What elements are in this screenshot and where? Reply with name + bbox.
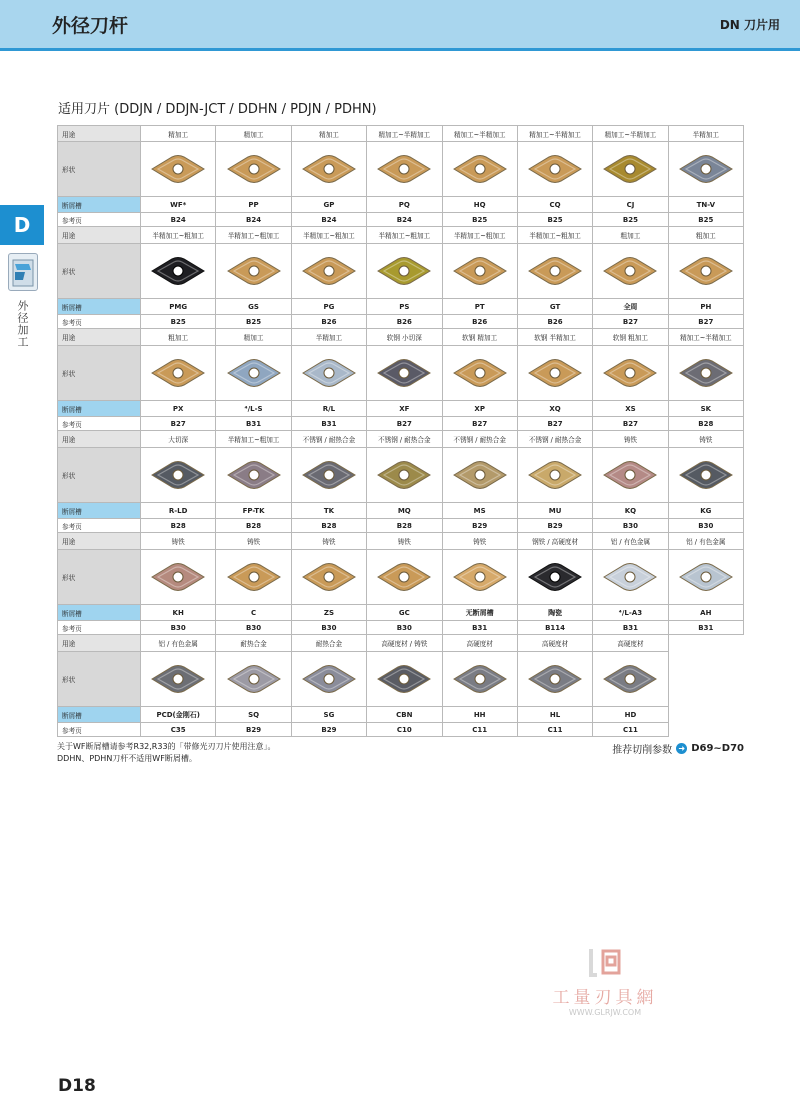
catalog-block bbox=[57, 329, 744, 431]
insert-use: 精加工~半精加工 bbox=[443, 125, 518, 142]
insert-image bbox=[216, 448, 291, 503]
row-label-shape: 形状 bbox=[57, 244, 141, 299]
insert-image bbox=[669, 142, 744, 197]
row-label-page: 参考页 bbox=[57, 315, 141, 329]
chipbreaker-code: GP bbox=[292, 197, 367, 213]
row-label-use: 用途 bbox=[57, 635, 141, 652]
reference-page: B28 bbox=[216, 519, 291, 533]
reference-page: B28 bbox=[292, 519, 367, 533]
reference-page: B114 bbox=[518, 621, 593, 635]
insert-use: 精加工~半精加工 bbox=[593, 125, 668, 142]
insert-use: 半精加工 bbox=[292, 329, 367, 346]
insert-use: 精加工~半精加工 bbox=[669, 329, 744, 346]
insert-shape-icon bbox=[676, 458, 736, 492]
insert-use: 精加工 bbox=[141, 125, 216, 142]
insert-shape-icon bbox=[525, 560, 585, 594]
insert-use: 铸铁 bbox=[292, 533, 367, 550]
insert-shape-icon bbox=[148, 560, 208, 594]
reference-page: B30 bbox=[593, 519, 668, 533]
reference-page: B30 bbox=[216, 621, 291, 635]
insert-image bbox=[141, 448, 216, 503]
insert-shape-icon bbox=[148, 254, 208, 288]
chipbreaker-code: SG bbox=[292, 707, 367, 723]
insert-use: 软钢 精加工 bbox=[443, 329, 518, 346]
insert-use: 铸铁 bbox=[669, 431, 744, 448]
row-label-use: 用途 bbox=[57, 227, 141, 244]
reference-page: B30 bbox=[141, 621, 216, 635]
reference-page: B31 bbox=[669, 621, 744, 635]
insert-shape-icon bbox=[299, 254, 359, 288]
chipbreaker-code: PH bbox=[669, 299, 744, 315]
insert-image bbox=[669, 346, 744, 401]
page-title: 外径刀杆 bbox=[52, 15, 129, 37]
reference-page: B26 bbox=[443, 315, 518, 329]
reference-page: B27 bbox=[141, 417, 216, 431]
row-label-chip: 断屑槽 bbox=[57, 707, 141, 723]
empty-cell bbox=[669, 652, 744, 707]
chipbreaker-code: XS bbox=[593, 401, 668, 417]
chipbreaker-code: WF* bbox=[141, 197, 216, 213]
turning-tool-icon bbox=[8, 253, 38, 291]
insert-image bbox=[216, 142, 291, 197]
insert-shape-icon bbox=[600, 458, 660, 492]
empty-cell bbox=[669, 723, 744, 737]
insert-shape-icon bbox=[374, 152, 434, 186]
insert-shape-icon bbox=[148, 356, 208, 390]
section-tab: D bbox=[0, 205, 44, 245]
insert-image bbox=[292, 346, 367, 401]
chipbreaker-code: CQ bbox=[518, 197, 593, 213]
insert-image bbox=[593, 448, 668, 503]
insert-image bbox=[141, 652, 216, 707]
insert-use: 精加工 bbox=[216, 125, 291, 142]
row-label-chip: 断屑槽 bbox=[57, 197, 141, 213]
reference-page: B31 bbox=[593, 621, 668, 635]
page-header bbox=[0, 0, 800, 48]
chipbreaker-code: GS bbox=[216, 299, 291, 315]
insert-use: 铸铁 bbox=[593, 431, 668, 448]
note-wf-chipbreaker: 关于WF断屑槽请参考R32,R33的「带修光刃刀片使用注意」。 bbox=[57, 742, 276, 751]
chipbreaker-code: PG bbox=[292, 299, 367, 315]
catalog-block bbox=[57, 431, 744, 533]
reference-page: B24 bbox=[216, 213, 291, 227]
insert-image bbox=[443, 346, 518, 401]
chipbreaker-code: HL bbox=[518, 707, 593, 723]
insert-shape-icon bbox=[374, 458, 434, 492]
insert-use: 半精加工~粗加工 bbox=[443, 227, 518, 244]
insert-use: 高硬度材 bbox=[593, 635, 668, 652]
insert-use: 铸铁 bbox=[216, 533, 291, 550]
chipbreaker-code: R-LD bbox=[141, 503, 216, 519]
insert-image bbox=[292, 652, 367, 707]
reference-page: B29 bbox=[443, 519, 518, 533]
insert-shape-icon bbox=[148, 458, 208, 492]
reference-page: B25 bbox=[669, 213, 744, 227]
reference-page: B25 bbox=[443, 213, 518, 227]
insert-use: 软钢 小切深 bbox=[367, 329, 442, 346]
reference-page: B25 bbox=[518, 213, 593, 227]
insert-image bbox=[593, 142, 668, 197]
reference-page: B24 bbox=[141, 213, 216, 227]
insert-shape-icon bbox=[224, 254, 284, 288]
insert-use: 软钢 粗加工 bbox=[593, 329, 668, 346]
reference-page: B30 bbox=[367, 621, 442, 635]
reference-page: B31 bbox=[216, 417, 291, 431]
watermark-url: WWW.GLRJW.COM bbox=[568, 1008, 642, 1017]
chipbreaker-code: PMG bbox=[141, 299, 216, 315]
reference-page: B27 bbox=[518, 417, 593, 431]
insert-shape-icon bbox=[224, 458, 284, 492]
reference-page: B26 bbox=[518, 315, 593, 329]
chipbreaker-code: SK bbox=[669, 401, 744, 417]
reference-page: B27 bbox=[669, 315, 744, 329]
reference-page: B25 bbox=[216, 315, 291, 329]
insert-shape-icon bbox=[525, 254, 585, 288]
insert-shape-icon bbox=[224, 560, 284, 594]
reference-page: B25 bbox=[593, 213, 668, 227]
insert-use: 不锈钢 / 耐热合金 bbox=[443, 431, 518, 448]
reference-page: B31 bbox=[443, 621, 518, 635]
insert-use: 精加工 bbox=[216, 329, 291, 346]
row-label-shape: 形状 bbox=[57, 652, 141, 707]
insert-shape-icon bbox=[525, 458, 585, 492]
chipbreaker-code: FP-TK bbox=[216, 503, 291, 519]
insert-shape-icon bbox=[676, 560, 736, 594]
reference-page: B27 bbox=[443, 417, 518, 431]
row-label-page: 参考页 bbox=[57, 723, 141, 737]
chipbreaker-code: 无断屑槽 bbox=[443, 605, 518, 621]
chipbreaker-code: R/L bbox=[292, 401, 367, 417]
chipbreaker-code: MU bbox=[518, 503, 593, 519]
chipbreaker-code: PP bbox=[216, 197, 291, 213]
insert-use: 耐热合金 bbox=[292, 635, 367, 652]
insert-image bbox=[518, 346, 593, 401]
insert-image bbox=[518, 652, 593, 707]
chipbreaker-code: XF bbox=[367, 401, 442, 417]
reference-page: B28 bbox=[367, 519, 442, 533]
chipbreaker-code: C bbox=[216, 605, 291, 621]
insert-image bbox=[518, 244, 593, 299]
insert-shape-icon bbox=[224, 356, 284, 390]
reference-page: B26 bbox=[292, 315, 367, 329]
row-label-shape: 形状 bbox=[57, 448, 141, 503]
chipbreaker-code: XP bbox=[443, 401, 518, 417]
insert-shape-icon bbox=[676, 254, 736, 288]
watermark-logo-icon bbox=[585, 945, 625, 979]
insert-use: 铸铁 bbox=[141, 533, 216, 550]
insert-use: 半精加工 bbox=[669, 125, 744, 142]
insert-image bbox=[443, 142, 518, 197]
insert-image bbox=[216, 550, 291, 605]
chipbreaker-code: KH bbox=[141, 605, 216, 621]
insert-shape-icon bbox=[600, 254, 660, 288]
chipbreaker-code: PS bbox=[367, 299, 442, 315]
insert-shape-icon bbox=[450, 254, 510, 288]
insert-image bbox=[292, 142, 367, 197]
reference-page: B27 bbox=[593, 315, 668, 329]
reference-page: C35 bbox=[141, 723, 216, 737]
insert-use: 高硬度材 / 铸铁 bbox=[367, 635, 442, 652]
row-label-shape: 形状 bbox=[57, 346, 141, 401]
insert-image bbox=[518, 142, 593, 197]
insert-image bbox=[443, 244, 518, 299]
insert-use: 精加工~半精加工 bbox=[367, 125, 442, 142]
chipbreaker-code: ZS bbox=[292, 605, 367, 621]
insert-shape-icon bbox=[374, 254, 434, 288]
insert-use: 铝 / 有色金属 bbox=[669, 533, 744, 550]
row-label-chip: 断屑槽 bbox=[57, 299, 141, 315]
row-label-page: 参考页 bbox=[57, 417, 141, 431]
insert-image bbox=[443, 652, 518, 707]
reference-page: B24 bbox=[367, 213, 442, 227]
insert-use: 软钢 半精加工 bbox=[518, 329, 593, 346]
row-label-chip: 断屑槽 bbox=[57, 503, 141, 519]
chipbreaker-code: TN-V bbox=[669, 197, 744, 213]
insert-use: 精加工~半精加工 bbox=[518, 125, 593, 142]
chipbreaker-code: SQ bbox=[216, 707, 291, 723]
insert-shape-icon bbox=[676, 356, 736, 390]
row-label-shape: 形状 bbox=[57, 550, 141, 605]
reference-page: B28 bbox=[141, 519, 216, 533]
insert-shape-icon bbox=[676, 152, 736, 186]
chipbreaker-code: AH bbox=[669, 605, 744, 621]
insert-use: 精加工 bbox=[292, 125, 367, 142]
reference-page: B27 bbox=[367, 417, 442, 431]
insert-image bbox=[367, 550, 442, 605]
row-label-use: 用途 bbox=[57, 329, 141, 346]
insert-use: 铝 / 有色金属 bbox=[141, 635, 216, 652]
insert-image bbox=[669, 448, 744, 503]
insert-image bbox=[216, 244, 291, 299]
insert-image bbox=[443, 448, 518, 503]
reference-page: B29 bbox=[518, 519, 593, 533]
row-label-page: 参考页 bbox=[57, 519, 141, 533]
insert-image bbox=[367, 448, 442, 503]
row-label-use: 用途 bbox=[57, 533, 141, 550]
insert-image bbox=[367, 346, 442, 401]
insert-shape-icon bbox=[374, 356, 434, 390]
recommend-pages: D69~D70 bbox=[691, 743, 744, 754]
reference-page: B29 bbox=[216, 723, 291, 737]
insert-shape-icon bbox=[450, 356, 510, 390]
chipbreaker-code: ⁴/L-S bbox=[216, 401, 291, 417]
insert-image bbox=[367, 142, 442, 197]
insert-image bbox=[141, 346, 216, 401]
insert-use: 不锈钢 / 耐热合金 bbox=[292, 431, 367, 448]
insert-image bbox=[367, 244, 442, 299]
section-label: 外径加工 bbox=[16, 300, 29, 348]
insert-use: 钢铁 / 高硬度材 bbox=[518, 533, 593, 550]
insert-use: 大切深 bbox=[141, 431, 216, 448]
insert-shape-icon bbox=[600, 662, 660, 696]
insert-use: 半精加工~粗加工 bbox=[292, 227, 367, 244]
note-ddhn-pdhn: DDHN、PDHN刀杆不适用WF断屑槽。 bbox=[57, 754, 197, 763]
reference-page: C10 bbox=[367, 723, 442, 737]
insert-image bbox=[593, 244, 668, 299]
catalog-block bbox=[57, 533, 744, 635]
row-label-page: 参考页 bbox=[57, 621, 141, 635]
insert-shape-icon bbox=[600, 152, 660, 186]
insert-shape-icon bbox=[299, 662, 359, 696]
insert-shape-icon bbox=[299, 356, 359, 390]
insert-shape-icon bbox=[299, 152, 359, 186]
insert-image bbox=[518, 550, 593, 605]
row-label-use: 用途 bbox=[57, 431, 141, 448]
reference-page: B30 bbox=[669, 519, 744, 533]
reference-page: C11 bbox=[443, 723, 518, 737]
insert-image bbox=[367, 652, 442, 707]
insert-image bbox=[216, 346, 291, 401]
insert-image bbox=[292, 550, 367, 605]
chipbreaker-code: MQ bbox=[367, 503, 442, 519]
reference-page: B24 bbox=[292, 213, 367, 227]
section-title: 适用刀片 (DDJN / DDJN-JCT / DDHN / PDJN / PDHN) bbox=[58, 102, 377, 117]
insert-image bbox=[216, 652, 291, 707]
insert-shape-icon bbox=[450, 560, 510, 594]
empty-cell bbox=[669, 635, 744, 652]
reference-page: B28 bbox=[669, 417, 744, 431]
insert-shape-icon bbox=[450, 458, 510, 492]
insert-use: 粗加工 bbox=[669, 227, 744, 244]
insert-image bbox=[669, 550, 744, 605]
reference-page: B25 bbox=[141, 315, 216, 329]
row-label-page: 参考页 bbox=[57, 213, 141, 227]
insert-use: 半精加工~粗加工 bbox=[216, 431, 291, 448]
insert-shape-icon bbox=[148, 662, 208, 696]
insert-image bbox=[518, 448, 593, 503]
page-number: D18 bbox=[58, 1076, 96, 1096]
insert-use: 半精加工~粗加工 bbox=[518, 227, 593, 244]
insert-shape-icon bbox=[299, 560, 359, 594]
insert-shape-icon bbox=[374, 662, 434, 696]
insert-image bbox=[292, 244, 367, 299]
insert-shape-icon bbox=[600, 356, 660, 390]
insert-image bbox=[292, 448, 367, 503]
insert-use: 高硬度材 bbox=[518, 635, 593, 652]
insert-use: 不锈钢 / 耐热合金 bbox=[518, 431, 593, 448]
chipbreaker-code: GC bbox=[367, 605, 442, 621]
empty-cell bbox=[669, 707, 744, 723]
insert-shape-icon bbox=[299, 458, 359, 492]
chipbreaker-code: KQ bbox=[593, 503, 668, 519]
chipbreaker-code: PQ bbox=[367, 197, 442, 213]
insert-use: 铸铁 bbox=[443, 533, 518, 550]
chipbreaker-code: TK bbox=[292, 503, 367, 519]
reference-page: B31 bbox=[292, 417, 367, 431]
insert-use: 粗加工 bbox=[141, 329, 216, 346]
insert-shape-icon bbox=[224, 662, 284, 696]
reference-page: B30 bbox=[292, 621, 367, 635]
insert-use: 不锈钢 / 耐热合金 bbox=[367, 431, 442, 448]
insert-image bbox=[593, 652, 668, 707]
chipbreaker-code: XQ bbox=[518, 401, 593, 417]
reference-page: C11 bbox=[518, 723, 593, 737]
chipbreaker-code: MS bbox=[443, 503, 518, 519]
chipbreaker-code: 全周 bbox=[593, 299, 668, 315]
chipbreaker-code: HH bbox=[443, 707, 518, 723]
insert-use: 铝 / 有色金属 bbox=[593, 533, 668, 550]
insert-shape-icon bbox=[224, 152, 284, 186]
insert-shape-icon bbox=[450, 662, 510, 696]
insert-shape-icon bbox=[525, 662, 585, 696]
insert-use: 半精加工~粗加工 bbox=[216, 227, 291, 244]
chipbreaker-code: CBN bbox=[367, 707, 442, 723]
reference-page: C11 bbox=[593, 723, 668, 737]
catalog-block bbox=[57, 635, 744, 737]
insert-shape-icon bbox=[525, 152, 585, 186]
row-label-shape: 形状 bbox=[57, 142, 141, 197]
insert-use: 铸铁 bbox=[367, 533, 442, 550]
insert-image bbox=[141, 550, 216, 605]
insert-use: 半精加工~粗加工 bbox=[367, 227, 442, 244]
insert-use: 粗加工 bbox=[593, 227, 668, 244]
chipbreaker-code: CJ bbox=[593, 197, 668, 213]
chipbreaker-code: PCD(金刚石) bbox=[141, 707, 216, 723]
arrow-right-icon: ➜ bbox=[676, 743, 687, 754]
header-category: DN 刀片用 bbox=[719, 18, 780, 32]
watermark bbox=[540, 945, 670, 1017]
catalog-block bbox=[57, 125, 744, 227]
watermark-name: 工量刃具網 bbox=[552, 988, 658, 1008]
row-label-chip: 断屑槽 bbox=[57, 605, 141, 621]
recommend-label: 推荐切削参数 bbox=[612, 745, 673, 756]
chipbreaker-code: GT bbox=[518, 299, 593, 315]
row-label-chip: 断屑槽 bbox=[57, 401, 141, 417]
chipbreaker-code: HD bbox=[593, 707, 668, 723]
insert-use: 耐热合金 bbox=[216, 635, 291, 652]
insert-shape-icon bbox=[600, 560, 660, 594]
header-divider bbox=[0, 48, 800, 51]
insert-shape-icon bbox=[374, 560, 434, 594]
insert-image bbox=[593, 346, 668, 401]
insert-image bbox=[141, 142, 216, 197]
insert-use: 高硬度材 bbox=[443, 635, 518, 652]
insert-use: 半精加工~粗加工 bbox=[141, 227, 216, 244]
chipbreaker-code: 陶瓷 bbox=[518, 605, 593, 621]
reference-page: B26 bbox=[367, 315, 442, 329]
insert-catalog-table bbox=[57, 125, 744, 737]
insert-image bbox=[593, 550, 668, 605]
insert-image bbox=[443, 550, 518, 605]
chipbreaker-code: PX bbox=[141, 401, 216, 417]
insert-shape-icon bbox=[148, 152, 208, 186]
insert-image bbox=[669, 244, 744, 299]
row-label-use: 用途 bbox=[57, 125, 141, 142]
catalog-block bbox=[57, 227, 744, 329]
insert-shape-icon bbox=[450, 152, 510, 186]
insert-image bbox=[141, 244, 216, 299]
insert-shape-icon bbox=[525, 356, 585, 390]
chipbreaker-code: HQ bbox=[443, 197, 518, 213]
reference-page: B27 bbox=[593, 417, 668, 431]
chipbreaker-code: KG bbox=[669, 503, 744, 519]
chipbreaker-code: PT bbox=[443, 299, 518, 315]
reference-page: B29 bbox=[292, 723, 367, 737]
chipbreaker-code: ⁴/L-A3 bbox=[593, 605, 668, 621]
recommended-cutting-reference bbox=[612, 741, 744, 756]
